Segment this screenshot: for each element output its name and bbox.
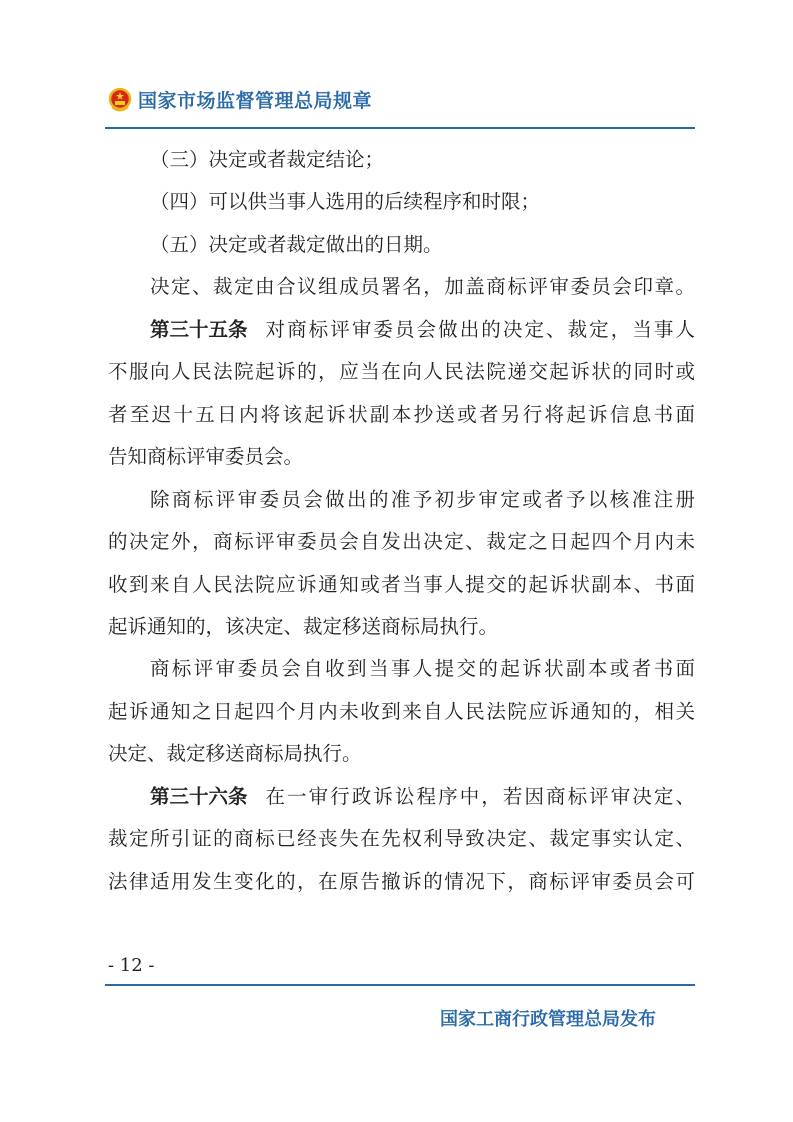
text-line: 决定、裁定由合议组成员署名，加盖商标评审委员会印章。 [150,275,695,298]
article-35-heading: 第三十五条 [150,318,248,341]
text-line: 不服向人民法院起诉的，应当在向人民法院递交起诉状的同时或 [108,360,695,383]
text-line: 起诉通知之日起四个月内未收到来自人民法院应诉通知的，相关 [108,700,695,723]
page-number: - 12 - [108,955,155,976]
text-line: 起诉通知的，该决定、裁定移送商标局执行。 [108,615,499,638]
article-35-line [150,318,695,342]
text-line: 在一审行政诉讼程序中，若因商标评审决定、 [265,785,695,808]
text-line: 裁定所引证的商标已经丧失在先权利导致决定、裁定事实认定、 [108,827,695,850]
document-header [108,86,372,113]
text-line: （四）可以供当事人选用的后续程序和时限； [150,190,541,213]
article-36-heading: 第三十六条 [150,785,248,808]
text-line: 法律适用发生变化的，在原告撤诉的情况下，商标评审委员会可 [108,870,695,893]
text-line: 商标评审委员会自收到当事人提交的起诉状副本或者书面 [150,657,695,680]
header-divider [105,127,695,129]
text-line: 决定、裁定移送商标局执行。 [108,742,362,765]
text-line: 的决定外，商标评审委员会自发出决定、裁定之日起四个月内未 [108,530,695,553]
text-line: （三）决定或者裁定结论； [150,148,385,171]
national-emblem-icon [108,87,132,113]
text-line: （五）决定或者裁定做出的日期。 [150,233,443,256]
text-line: 告知商标评审委员会。 [108,445,304,468]
text-line: 对商标评审委员会做出的决定、裁定，当事人 [265,318,695,341]
text-line: 者至迟十五日内将该起诉状副本抄送或者另行将起诉信息书面 [108,403,695,426]
text-line: 除商标评审委员会做出的准予初步审定或者予以核准注册 [150,488,695,511]
footer-divider [105,984,695,986]
text-line: 收到来自人民法院应诉通知或者当事人提交的起诉状副本、书面 [108,573,695,596]
article-36-line [150,785,695,809]
footer-publisher: 国家工商行政管理总局发布 [440,1009,656,1030]
header-title: 国家市场监督管理总局规章 [138,90,373,112]
